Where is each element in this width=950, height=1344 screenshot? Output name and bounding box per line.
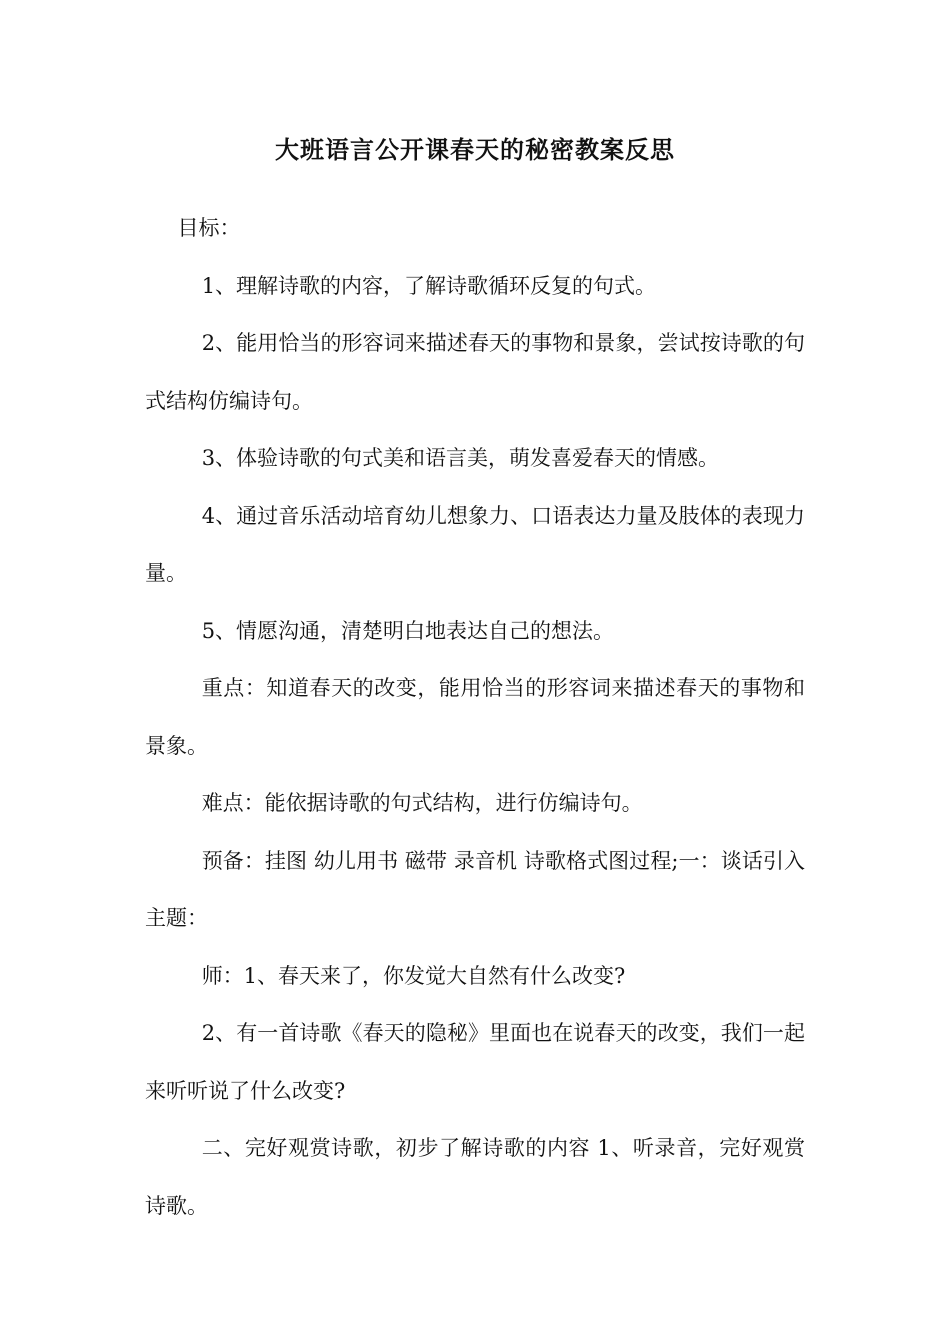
paragraph-difficulty: 难点：能依据诗歌的句式结构，进行仿编诗句。 <box>201 791 643 815</box>
document-title: 大班语言公开课春天的秘密教案反思 <box>275 136 675 164</box>
paragraph-preparation: 预备：挂图 幼儿用书 磁带 录音机 诗歌格式图过程;一：谈话引入主题： <box>145 848 805 930</box>
paragraph-goal-1: 1、理解诗歌的内容，了解诗歌循环反复的句式。 <box>201 273 657 298</box>
paragraph-goal-3: 3、体验诗歌的句式美和语言美，萌发喜爱春天的情感。 <box>201 446 720 470</box>
paragraph-goal-2: 2、能用恰当的形容词来描述春天的事物和景象，尝试按诗歌的句式结构仿编诗句。 <box>145 331 805 413</box>
document-body <box>145 200 805 1235</box>
paragraph-goals-heading: 目标： <box>177 216 241 240</box>
paragraph-poem-intro: 2、有一首诗歌《春天的隐秘》里面也在说春天的改变，我们一起来听听说了什么改变? <box>145 1021 805 1103</box>
paragraph-key-point: 重点：知道春天的改变，能用恰当的形容词来描述春天的事物和景象。 <box>145 676 805 758</box>
paragraph-goal-5: 5、情愿沟通，清楚明白地表达自己的想法。 <box>201 618 615 643</box>
paragraph-step-two: 二、完好观赏诗歌，初步了解诗歌的内容 1、听录音，完好观赏诗歌。 <box>145 1136 805 1218</box>
paragraph-teacher-question: 师：1、春天来了，你发觉大自然有什么改变? <box>201 963 626 988</box>
paragraph-goal-4: 4、通过音乐活动培育幼儿想象力、口语表达力量及肢体的表现力量。 <box>145 503 805 585</box>
